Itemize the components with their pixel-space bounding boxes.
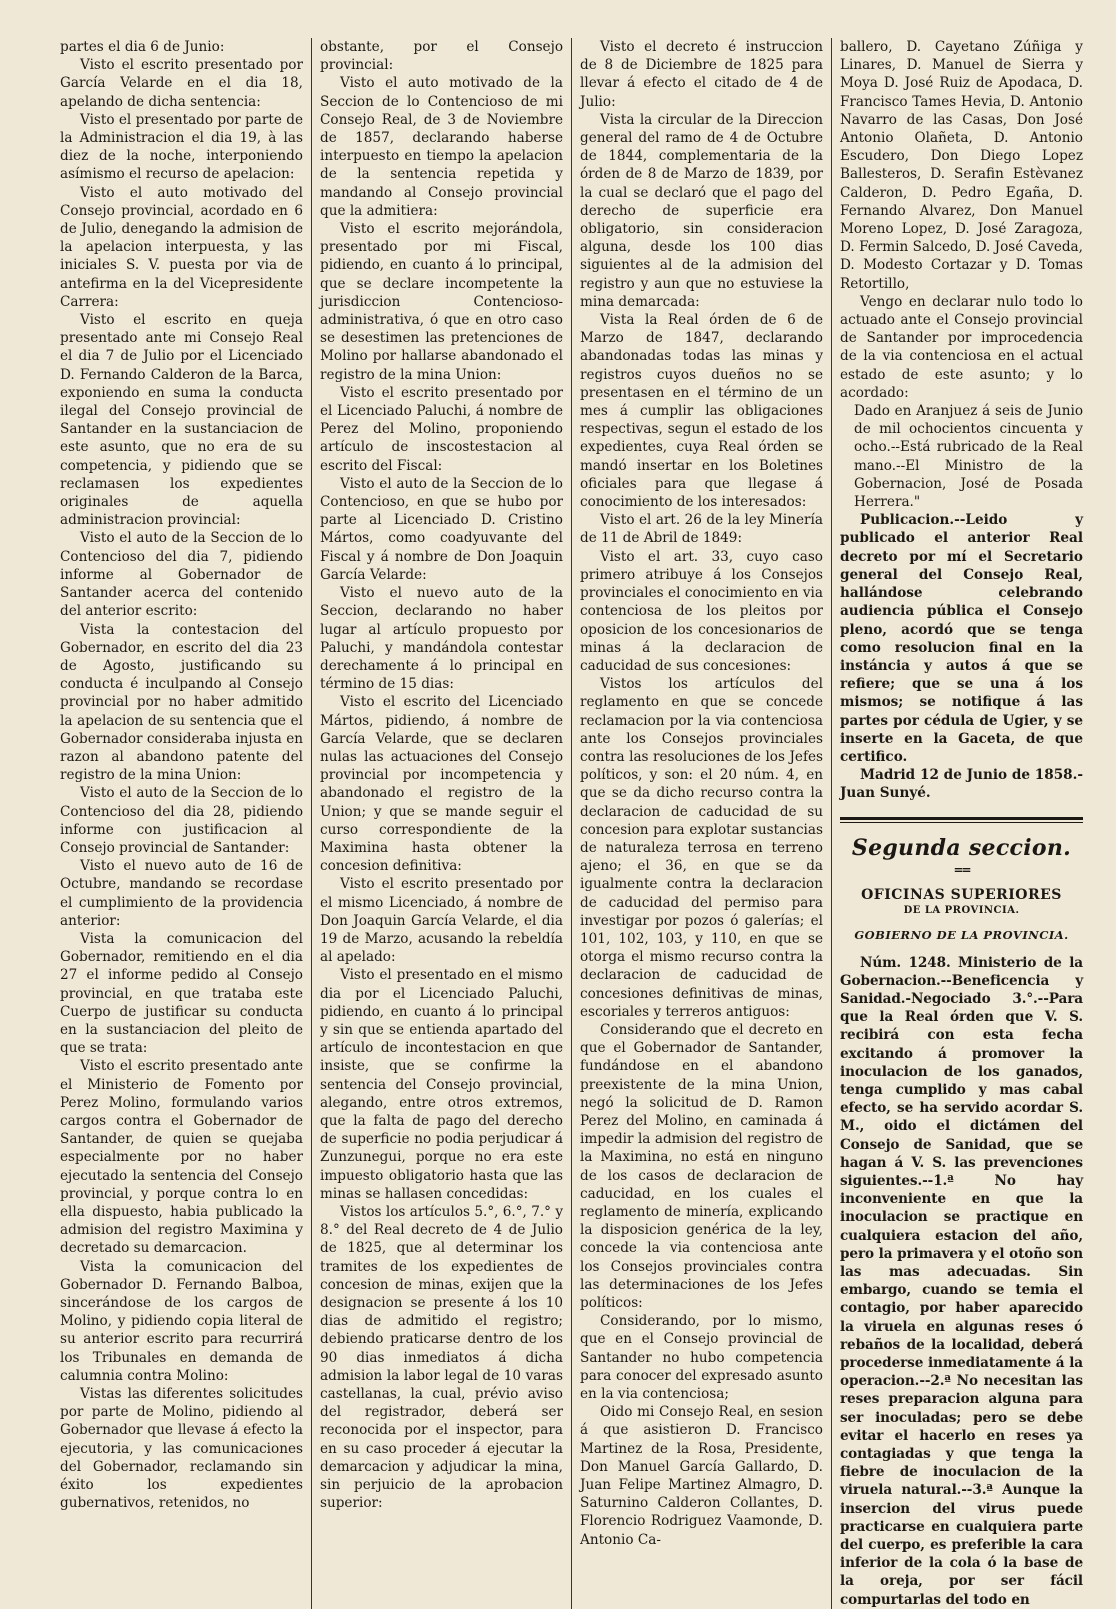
paragraph: Considerando que el decreto en que el Gobernador de Santander, fundándose en el abandono preexistente de la mina Union, negó la solicitud de D. Ramon Perez del Molino, en caminada á impedir la admision del registro de la Maximina, no está en ninguno de los casos de declaracion de caducidad, en los cuales el reglamento de minería, explicando la disposicion genérica de la ley, concede la via contenciosa ante los Consejos provinciales contra las determinaciones de los Jefes políticos: [580,1021,823,1312]
paragraph: Visto el escrito en queja presentado ante mi Consejo Real el dia 7 de Julio por el Licenciado D. Fernando Calderon de la Barca, exponiendo en suma la conducta ilegal del Consejo provincial de Santander en la sustanciacion de este asunto, que no era de su competencia, y pidiendo que se reclamasen los expedientes originales de aquella administracion provincial: [60,312,303,529]
paragraph: Núm. 1248. Ministerio de la Gobernacion.--Beneficencia y Sanidad.-Negociado 3.°.--Para que la Real órden que V. S. recibirá con esta fecha excitando á promover la inoculacion de los ganados, tenga cumplido y mas cabal efecto, se ha servido acordar S. M., oido el dictámen del Consejo de Sanidad, que se hagan á V. S. las prevenciones siguientes.--1.ª No hay inconveniente en que la inoculacion se practique en cualquiera estacion del año, pero la primavera y el otoño son las mas adecuadas. Sin embargo, cuando se temia el contagio, por haber aparecido la viruela en algunas reses ó rebaños de la localidad, deberá procederse inmediatamente á la operacion.--2.ª No necesitan las reses preparacion alguna para ser inoculadas; pero se debe evitar el hacerlo en reses ya contagiadas y que tenga la fiebre de inoculacion de la viruela natural.--3.ª Aunque la insercion del virus puede practicarse en cualquiera parte del cuerpo, es preferible la cara inferior de la cola ó la base de la oreja, por ser fácil compurtarlas del todo en [840,954,1083,1608]
paragraph: ballero, D. Cayetano Zúñiga y Linares, D. Manuel de Sierra y Moya D. José Ruiz de Apodaca, D. Francisco Tames Hevia, D. Antonio Navarro de las Casas, Don José Antonio Olañeta, D. Antonio Escudero, Don Diego Lopez Ballesteros, D. Serafin Estèvanez Calderon, D. Pedro Egaña, D. Fernando Alvarez, Don Manuel Moreno Lopez, D. José Zaragoza, D. Fermin Salcedo, D. José Caveda, D. Modesto Cortazar y D. Tomas Retortillo, [840,39,1083,292]
paragraph: Vistos los artículos 5.°, 6.°, 7.° y 8.° del Real decreto de 4 de Julio de 1825, que al determinar los tramites de los expedientes de concesion de minas, exijen que la designacion se presente á los 10 dias de admitido el registro; debiendo praticarse dentro de los 90 dias inmediatos á dicha admision la labor legal de 10 varas castellanas, la cual, prévio aviso del registrador, deberá ser reconocida por el inspector, para en su caso proceder á ejecutar la demarcacion y adjudicar la mina, sin perjuicio de la aprobacion superior: [320,1204,563,1512]
government-heading: GOBIERNO DE LA PROVINCIA. [854,927,1069,942]
paragraph: partes el dia 6 de Junio: [60,39,225,55]
paragraph: Visto el auto de la Seccion de lo Contencioso del dia 28, pidiendo informe con justificacion al Consejo provincial de Santander: [60,785,303,856]
paragraph: Visto el art. 33, cuyo caso primero atribuye á los Consejos provinciales el conocimiento en via contenciosa de los pleitos por oposicion de los concesionarios de minas á la declaracion de caducidad de sus concesiones: [580,548,823,674]
paragraph: obstante, por el Consejo provincial: [320,39,563,74]
column-1 [60,38,303,1609]
paragraph: Vistos los artículos del reglamento en que se concede reclamacion por la via contenciosa ante los Consejos provinciales contra las resoluciones de los Jefes políticos, y son: el 20 núm. 4, en que se da dicho recurso contra la declaracion de caducidad de su concesion para explotar sustancias de naturaleza terrosa en terreno ajeno; el 36, en que se da igualmente contra la declaracion de caducidad del permiso para investigar por pozos ó galerías; el 101, 102, 103, y 110, en que se otorga el mismo recurso contra la declaracion de caducidad de concesiones definitivas de minas, escoriales y terreros antiguos: [580,676,823,1020]
paragraph: Publicacion.--Leido y publicado el anterior Real decreto por mí el Secretario general del Consejo Real, hallándose celebrando audiencia pública el Consejo pleno, acordó que se tenga como resolucion final en la instáncia y autos á que se refiere; que se una á los mismos; se notifique á las partes por cédula de Ugier, y se inserte en la Gaceta, de que certifico. [840,512,1083,765]
office-subtitle: DE LA PROVINCIA. [903,904,1020,916]
paragraph: Visto el auto motivado del Consejo provincial, acordado en 6 de Julio, denegando la admision de la apelacion interpuesta, y las iniciales S. V. puesta por via de antefirma en la del Vicepresidente Carrera: [60,184,303,310]
paragraph: Visto el escrito del Licenciado Mártos, pidiendo, á nombre de García Velarde, que se declaren nulas las actuaciones del Consejo provincial por incompetencia y abandonado el registro de la Union; y que se mande seguir el curso correspondiente de la Maximina hasta obtener la concesion definitiva: [320,694,563,875]
paragraph: Vista la Real órden de 6 de Marzo de 1847, declarando abandonadas todas las minas y registros cuyos dueños no se presentasen en el término de un mes á cumplir las obligaciones respectivas, segun el estado de los expedientes, cuya Real órden se mandó insertar en los Boletines oficiales para que llegase á conocimiento de los interesados: [580,312,823,511]
paragraph: Visto el auto de la Seccion de lo Contencioso del dia 7, pidiendo informe al Gobernador de Santander acerca del contenido del anterior escrito: [60,530,303,620]
paragraph: Vengo en declarar nulo todo lo actuado ante el Consejo provincial de Santander por improcedencia de la via contenciosa en el actual estado de este asunto; y lo acordado: [840,293,1083,401]
office-title: OFICINAS SUPERIORES [861,886,1062,903]
column-2 [320,38,563,1609]
paragraph: Visto el decreto é instruccion de 8 de Diciembre de 1825 para llevar á efecto el citado de 4 de Julio: [580,39,823,110]
paragraph: Visto el nuevo auto de la Seccion, declarando no haber lugar al artículo propuesto por Paluchi, y mandándola contestar derechamente á lo principal en término de 15 dias: [320,585,563,693]
circular-1248 [840,954,1083,1609]
paragraph: Visto el presentado en el mismo dia por el Licenciado Paluchi, pidiendo, en cuanto á lo principal y sin que se entienda apartado del artículo de incontestacion en que insiste, que se confirme la sentencia del Consejo provincial, alegando, entre otros extremos, que la falta de pago del derecho de superficie no podia perjudicar á Zunzunegui, porque no era este impuesto obligatorio hasta que las minas se hallasen concedidas: [320,967,563,1202]
section-mark: == [953,862,970,877]
paragraph: Vistas las diferentes solicitudes por parte de Molino, pidiendo al Gobernador que llevase á efecto la ejecutoria, y las comunicaciones del Gobernador, reclamando sin éxito los expedientes gubernativos, retenidos, no [60,1386,303,1512]
paragraph: Visto el escrito presentado por el Licenciado Paluchi, á nombre de Perez del Molino, proponiendo artículo de inscostestacion al escrito del Fiscal: [320,384,563,474]
column-4 [840,38,1083,1609]
paragraph: Madrid 12 de Junio de 1858.- Juan Sunyé. [840,767,1083,802]
section-divider-rule [840,817,1083,823]
paragraph: Visto el escrito presentado por el mismo Licenciado, á nombre de Don Joaquin García Velarde, el dia 19 de Marzo, acusando la rebeldía al apelado: [320,876,563,966]
paragraph: Visto el nuevo auto de 16 de Octubre, mandando se recordase el cumplimiento de la providencia anterior: [60,858,303,929]
text-columns [60,38,1092,1608]
paragraph: Oido mi Consejo Real, en sesion á que asistieron D. Francisco Martinez de la Rosa, Presidente, Don Manuel García Gallardo, D. Juan Felipe Martinez Almagro, D. Saturnino Calderon Collantes, D. Florencio Rodriguez Vaamonde, D. Antonio Ca- [580,1404,823,1548]
paragraph: Visto el escrito presentado ante el Ministerio de Fomento por Perez Molino, formulando varios cargos contra el Gobernador de Santander, de quien se quejaba especialmente por no haber ejecutado la sentencia del Consejo provincial, y porque contra lo en ella dispuesto, habia publicado la admision del registro Maximina y decretado su demarcacion. [60,1058,303,1257]
decree-ending [840,38,1083,803]
paragraph: Vista la comunicacion del Gobernador D. Fernando Balboa, sincerándose de los cargos de Molino, y pidiendo copia literal de su anterior escrito para recurrirá los Tribunales en demanda de calumnia contra Molino: [60,1258,303,1384]
paragraph: Visto el auto motivado de la Seccion de lo Contencioso de mi Consejo Real, de 3 de Noviembre de 1857, declarando haberse interpuesto en tiempo la apelacion de la sentencia repetida y mandando al Consejo provincial que la admitiera: [320,75,563,219]
paragraph: Dado en Aranjuez á seis de Junio de mil ochocientos cincuenta y ocho.--Está rubricado de la Real mano.--El Ministro de la Gobernacion, José de Posada Herrera." [854,403,1083,511]
paragraph: Visto el presentado por parte de la Administracion el dia 19, à las diez de la noche, interponiendo asímismo el recurso de apelacion: [60,111,303,183]
paragraph: Visto el art. 26 de la ley Minería de 11 de Abril de 1849: [580,512,823,547]
paragraph: Vista la contestacion del Gobernador, en escrito del dia 23 de Agosto, justificando su conducta é inculpando al Consejo provincial por no haber admitido la apelacion de su sentencia que el Gobernador consideraba injusta en razon al abandono patente del registro de la mina Union: [60,621,303,784]
paragraph: Considerando, por lo mismo, que en el Consejo provincial de Santander no hubo competencia para conocer del expresado asunto en la via contenciosa; [580,1313,823,1403]
paragraph: Vista la comunicacion del Gobernador, remitiendo en el dia 27 el informe pedido al Consejo provincial, en que trataba este Cuerpo de justificar su conducta en la sustanciacion del pleito de que se trata: [60,930,303,1057]
column-3 [580,38,823,1609]
paragraph: Vista la circular de la Direccion general del ramo de 4 de Octubre de 1844, complementaria de la órden de 8 de Marzo de 1839, por la cual se declaró que el pago del derecho de superficie era obligatorio, sin consideracion alguna, desde los 100 dias siguientes al de la admision del registro y aun que no estuviese la mina demarcada: [580,111,823,310]
paragraph: Visto el escrito mejorándola, presentado por mi Fiscal, pidiendo, en cuanto á lo principal, que se declare incompetente la jurisdiccion Contencioso-administrativa, ó que en otro caso se desestimen las pretenciones de Molino por hallarse abandonado el registro de la mina Union: [320,221,563,383]
paragraph: Visto el escrito presentado por García Velarde en el dia 18, apelando de dicha sentencia: [60,57,303,110]
section-title: Segunda seccion. [851,834,1072,861]
paragraph: Visto el auto de la Seccion de lo Contencioso, en que se hubo por parte al Licenciado D. Cristino Mártos, como coadyuvante del Fiscal y á nombre de Don Joaquin García Velarde: [320,475,563,583]
